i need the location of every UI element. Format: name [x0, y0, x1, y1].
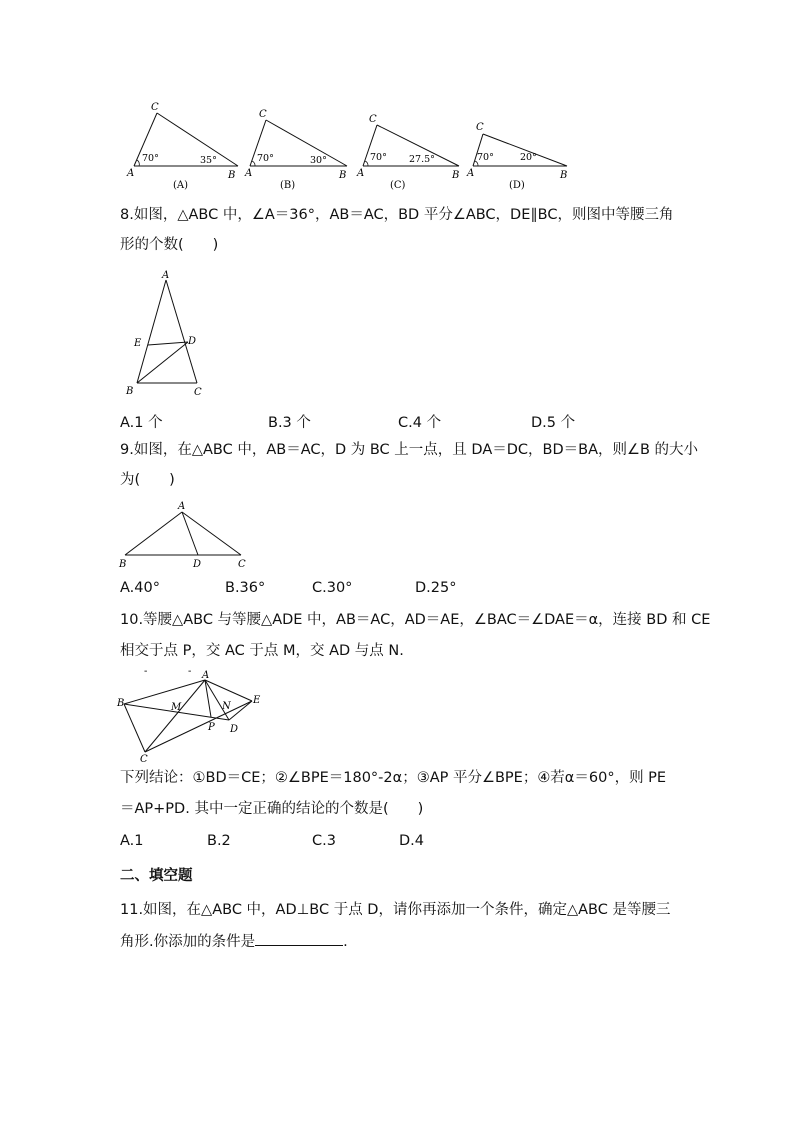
- answer-blank[interactable]: [255, 931, 343, 946]
- vertex-e-label: E: [253, 695, 261, 706]
- q7-figure-d: [462, 100, 587, 195]
- q9-option-b[interactable]: B.36°: [225, 580, 266, 596]
- q10-option-d[interactable]: D.4: [399, 833, 424, 849]
- q10-figure: [115, 666, 275, 766]
- q7-figure-b: [240, 100, 365, 195]
- section-heading: 二、填空题: [120, 868, 193, 884]
- q8-stem-line2: 形的个数( ): [120, 237, 219, 253]
- dash-mark: -: [188, 666, 192, 677]
- vertex-a-label: A: [162, 270, 170, 281]
- angle-a-label: 70°: [257, 153, 274, 164]
- q9-stem-line2: 为( ): [120, 472, 175, 488]
- vertex-d-label: D: [188, 336, 197, 347]
- vertex-e-label: E: [134, 338, 142, 349]
- vertex-c-label: C: [476, 122, 484, 133]
- q8-option-d[interactable]: D.5 个: [531, 415, 576, 431]
- q9-option-d[interactable]: D.25°: [415, 580, 457, 596]
- q11-suffix: .: [343, 934, 348, 950]
- vertex-c-label: C: [140, 754, 148, 765]
- vertex-d-label: D: [193, 559, 202, 570]
- angle-a-label: 70°: [142, 153, 159, 164]
- q10-option-a[interactable]: A.1: [120, 833, 144, 849]
- figure-caption: (D): [509, 180, 525, 191]
- q9-figure: [115, 498, 255, 573]
- vertex-c-label: C: [151, 102, 159, 113]
- angle-b-label: 27.5°: [409, 154, 435, 165]
- q7-figure-c: [352, 100, 477, 195]
- vertex-a-label: A: [357, 168, 365, 179]
- vertex-b-label: B: [560, 170, 568, 181]
- angle-b-label: 35°: [200, 155, 217, 166]
- vertex-b-label: B: [126, 386, 134, 397]
- vertex-a-label: A: [467, 168, 475, 179]
- q8-figure: [120, 270, 220, 405]
- vertex-a-label: A: [245, 168, 253, 179]
- dash-mark: -: [144, 666, 148, 677]
- point-m-label: M: [171, 702, 182, 713]
- vertex-b-label: B: [119, 559, 127, 570]
- q8-stem-line1: 8.如图，△ABC 中，∠A＝36°，AB＝AC，BD 平分∠ABC，DE∥BC，则图中等腰三角: [120, 207, 674, 223]
- q10-conclusion-line2: ＝AP+PD. 其中一定正确的结论的个数是( ): [120, 801, 424, 817]
- vertex-b-label: B: [339, 170, 347, 181]
- angle-a-label: 70°: [477, 152, 494, 163]
- q8-option-c[interactable]: C.4 个: [398, 415, 442, 431]
- angle-b-label: 30°: [310, 155, 327, 166]
- vertex-c-label: C: [259, 109, 267, 120]
- vertex-c-label: C: [369, 114, 377, 125]
- vertex-a-label: A: [127, 168, 135, 179]
- q9-option-a[interactable]: A.40°: [120, 580, 160, 596]
- vertex-c-label: C: [194, 387, 202, 398]
- angle-a-label: 70°: [370, 152, 387, 163]
- q9-option-c[interactable]: C.30°: [312, 580, 353, 596]
- vertex-a-label: A: [202, 670, 210, 681]
- q8-option-a[interactable]: A.1 个: [120, 415, 163, 431]
- vertex-b-label: B: [452, 170, 460, 181]
- point-n-label: N: [222, 701, 231, 712]
- figure-caption: (A): [173, 180, 189, 191]
- vertex-c-label: C: [238, 559, 246, 570]
- point-p-label: P: [208, 722, 215, 733]
- q9-stem-line1: 9.如图，在△ABC 中，AB＝AC，D 为 BC 上一点，且 DA＝DC，BD＝BA，则∠B 的大小: [120, 442, 699, 458]
- q10-conclusion-line1: 下列结论：①BD＝CE；②∠BPE＝180°-2α；③AP 平分∠BPE；④若α＝60°，则 PE: [120, 770, 667, 786]
- vertex-a-label: A: [178, 501, 186, 512]
- vertex-d-label: D: [230, 724, 239, 735]
- angle-b-label: 20°: [520, 152, 537, 163]
- q7-figure-a: [120, 100, 245, 195]
- q8-option-b[interactable]: B.3 个: [268, 415, 311, 431]
- q11-prefix: 角形.你添加的条件是: [120, 934, 256, 950]
- figure-caption: (C): [390, 180, 406, 191]
- q10-stem-line1: 10.等腰△ABC 与等腰△ADE 中，AB＝AC，AD＝AE，∠BAC＝∠DAE＝α，连接 BD 和 CE: [120, 612, 711, 628]
- vertex-b-label: B: [228, 170, 236, 181]
- figure-caption: (B): [280, 180, 296, 191]
- q10-option-c[interactable]: C.3: [312, 833, 336, 849]
- q10-option-b[interactable]: B.2: [207, 833, 231, 849]
- q10-stem-line2: 相交于点 P，交 AC 于点 M，交 AD 与点 N.: [120, 643, 404, 659]
- vertex-b-label: B: [117, 698, 125, 709]
- q11-stem-line1: 11.如图，在△ABC 中，AD⊥BC 于点 D，请你再添加一个条件，确定△ABC 是等腰三: [120, 902, 671, 918]
- q11-stem-line2: [120, 931, 348, 952]
